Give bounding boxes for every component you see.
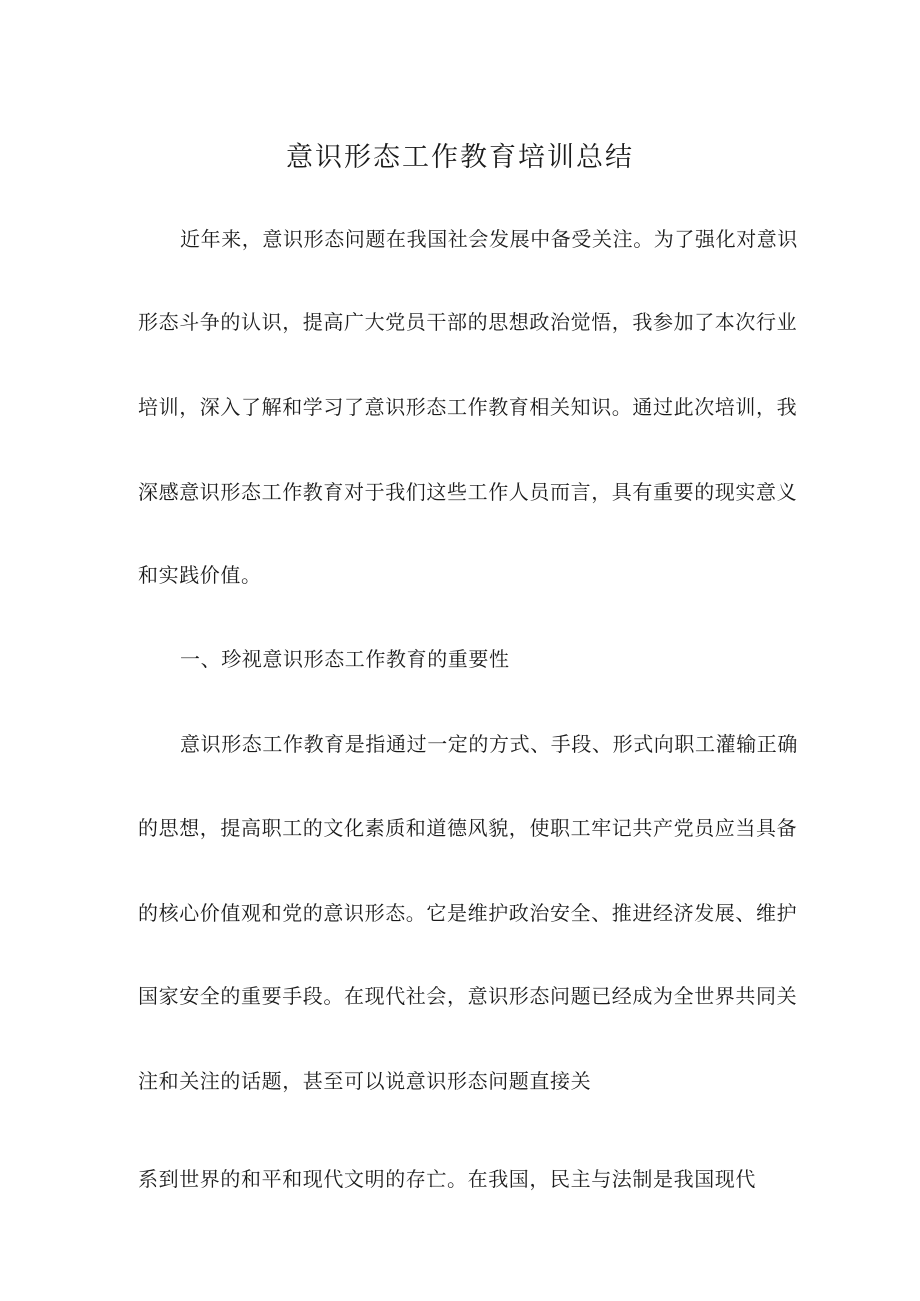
paragraph-line: 的核心价值观和党的意识形态。它是维护政治安全、推进经济发展、维护 bbox=[138, 901, 798, 925]
section-heading: 一、珍视意识形态工作教育的重要性 bbox=[180, 647, 510, 671]
paragraph-line: 和实践价值。 bbox=[138, 563, 262, 587]
paragraph-line: 形态斗争的认识，提高广大党员干部的思想政治觉悟，我参加了本次行业 bbox=[138, 310, 798, 334]
document-title: 意识形态工作教育培训总结 bbox=[286, 142, 634, 173]
paragraph-line: 系到世界的和平和现代文明的存亡。在我国，民主与法制是我国现代 bbox=[138, 1167, 756, 1191]
paragraph-line: 意识形态工作教育是指通过一定的方式、手段、形式向职工灌输正确 bbox=[180, 732, 798, 756]
paragraph-line: 深感意识形态工作教育对于我们这些工作人员而言，具有重要的现实意义 bbox=[138, 480, 798, 504]
paragraph-line: 近年来，意识形态问题在我国社会发展中备受关注。为了强化对意识 bbox=[180, 227, 798, 251]
paragraph-line: 国家安全的重要手段。在现代社会，意识形态问题已经成为全世界共同关 bbox=[138, 984, 798, 1008]
paragraph-line: 的思想，提高职工的文化素质和道德风貌，使职工牢记共产党员应当具备 bbox=[138, 816, 798, 840]
paragraph-line: 注和关注的话题，甚至可以说意识形态问题直接关 bbox=[138, 1069, 592, 1093]
paragraph-line: 培训，深入了解和学习了意识形态工作教育相关知识。通过此次培训，我 bbox=[138, 395, 798, 419]
